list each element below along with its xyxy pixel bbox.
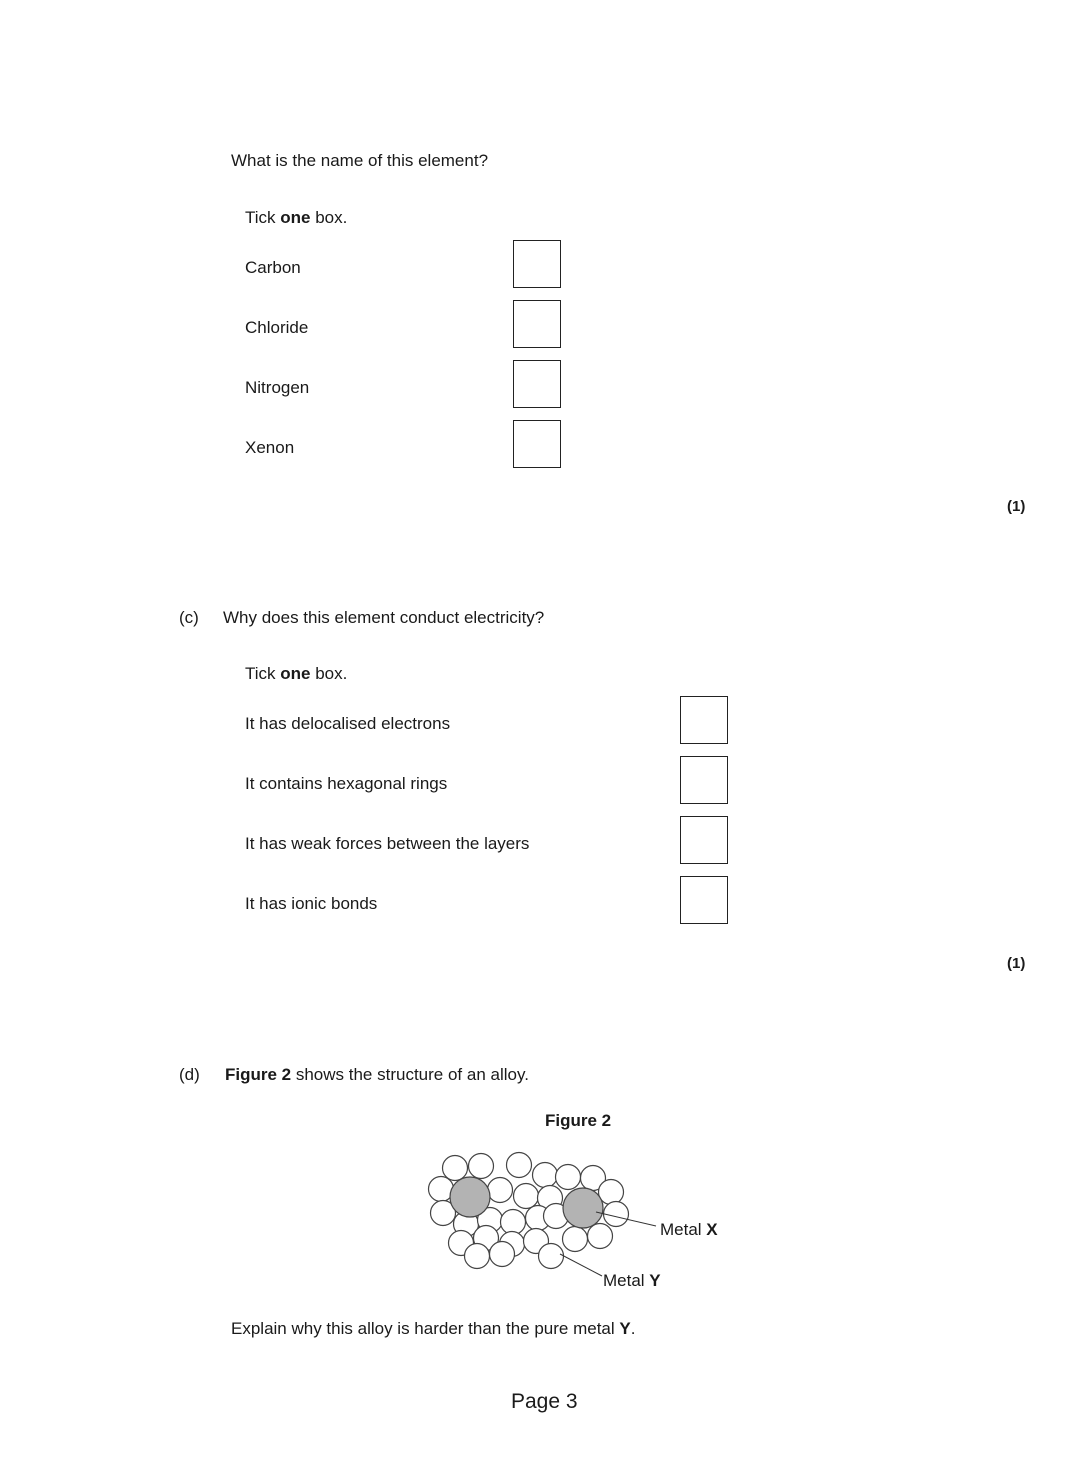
metal-y-label: Metal Y [603, 1271, 661, 1290]
question-d-explain: Explain why this alloy is harder than the pure metal Y. [231, 1319, 636, 1338]
metal-y-atom [514, 1184, 539, 1209]
metal-y-atom [604, 1202, 629, 1227]
figure-2-title: Figure 2 [545, 1111, 612, 1130]
question-d-intro: Figure 2 shows the structure of an alloy. [225, 1065, 529, 1084]
metal-y-atom [539, 1244, 564, 1269]
option-delocalised-label: It has delocalised electrons [245, 714, 451, 733]
metal-y-atom [469, 1154, 494, 1179]
metal-y-atom [501, 1210, 526, 1235]
question-b-prompt: What is the name of this element? [231, 151, 489, 170]
page-number: Page 3 [511, 1390, 578, 1413]
option-xenon-label: Xenon [245, 438, 295, 457]
metal-y-atom [588, 1224, 613, 1249]
metal-x-atom [563, 1188, 603, 1228]
metal-y-atom [556, 1165, 581, 1190]
metal-y-atom [443, 1156, 468, 1181]
option-nitrogen-label: Nitrogen [245, 378, 310, 397]
metal-y-atom [488, 1178, 513, 1203]
leader-line-metal-y [560, 1254, 602, 1276]
question-c-prompt: Why does this element conduct electricity? [223, 608, 545, 627]
metal-y-atom [533, 1163, 558, 1188]
question-d-letter: (d) [179, 1065, 200, 1084]
metal-x-label: Metal X [660, 1220, 718, 1239]
question-b-instruction: Tick one box. [245, 208, 348, 227]
metal-y-atom [490, 1242, 515, 1267]
option-weak-forces-label: It has weak forces between the layers [245, 834, 530, 853]
question-c-instruction: Tick one box. [245, 664, 348, 683]
metal-x-atom [450, 1177, 490, 1217]
question-c-marks: (1) [1007, 955, 1026, 972]
option-ionic-label: It has ionic bonds [245, 894, 378, 913]
metal-y-atom [563, 1227, 588, 1252]
option-chloride-label: Chloride [245, 318, 309, 337]
question-b-marks: (1) [1007, 498, 1026, 515]
question-c-letter: (c) [179, 608, 199, 627]
option-hexagonal-label: It contains hexagonal rings [245, 774, 448, 793]
metal-y-atom [507, 1153, 532, 1178]
metal-y-atom [465, 1244, 490, 1269]
option-carbon-label: Carbon [245, 258, 301, 277]
